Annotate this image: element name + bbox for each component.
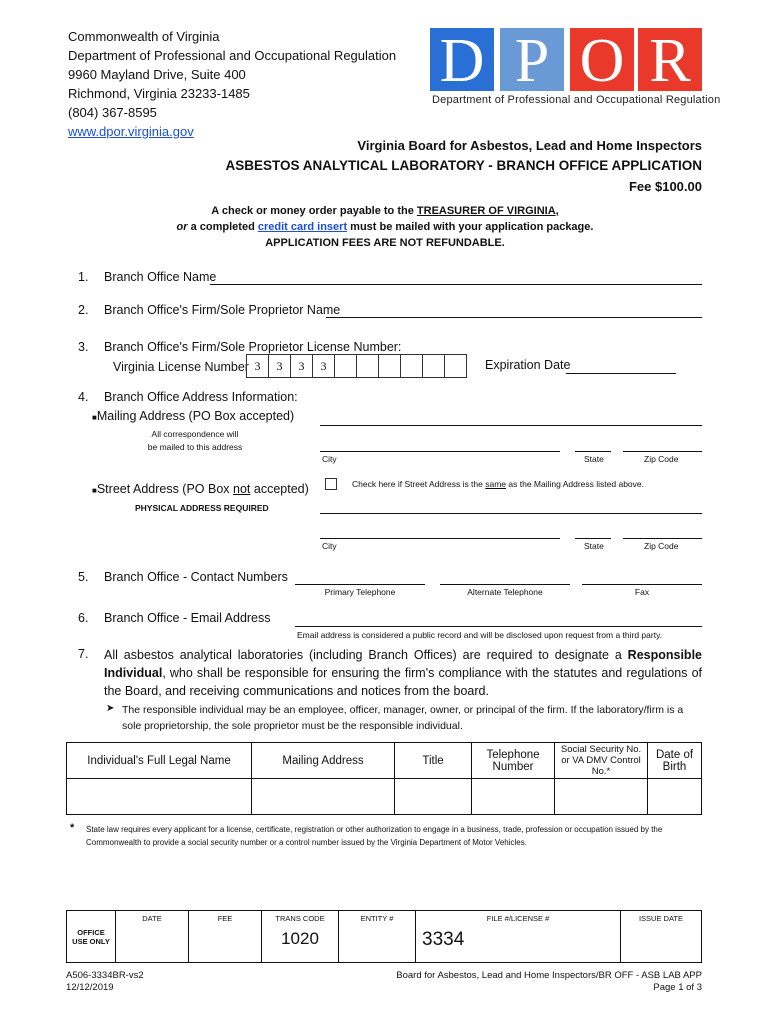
form-date: 12/12/2019 (66, 982, 114, 993)
ri-bold: Responsible Individual (104, 648, 702, 680)
mailing-address-label (92, 409, 294, 423)
fax-label: Fax (634, 587, 650, 597)
payment-line-2 (0, 221, 770, 233)
license-digit-box[interactable] (422, 354, 445, 378)
arrow-bullet-icon: ➤ (106, 703, 115, 714)
mailing-address-cell[interactable] (252, 779, 395, 815)
file-license-label: FILE #/LICENSE # (486, 914, 550, 923)
col-mailing-address: Mailing Address (252, 743, 395, 779)
email-address-field[interactable] (295, 626, 702, 627)
office-col-date: DATE (116, 911, 189, 963)
payment-line-1 (0, 205, 770, 217)
form-id: A506-3334BR-vs2 (66, 970, 144, 981)
license-digit-box[interactable] (378, 354, 401, 378)
logo-letter-d: D (430, 28, 494, 91)
table-row (67, 779, 702, 815)
col-dob: Date of Birth (648, 743, 702, 779)
mailing-city-label: City (322, 454, 337, 464)
same-address-note (352, 479, 644, 489)
office-use-table (66, 910, 702, 963)
logo-subtitle: Department of Professional and Occupational Regulation (432, 94, 721, 106)
page-number: Page 1 of 3 (653, 982, 702, 993)
ssn-cell[interactable] (555, 779, 648, 815)
virginia-license-label: Virginia License Number (113, 360, 249, 374)
logo-letter-o: O (570, 28, 634, 91)
agency-phone: (804) 367-8595 (68, 105, 157, 120)
agency-line: Department of Professional and Occupational Regulation (68, 48, 397, 63)
payment-or: or (176, 221, 188, 233)
responsible-individual-table (66, 742, 702, 815)
treasurer-text: TREASURER OF VIRGINIA, (416, 205, 559, 217)
credit-card-insert-link[interactable]: credit card insert (257, 221, 348, 233)
mailing-zip-field[interactable] (623, 451, 702, 452)
item-number: 5. (78, 570, 89, 584)
street-city-field[interactable] (320, 538, 560, 539)
firm-name-label: Branch Office's Firm/Sole Proprietor Name (104, 303, 341, 317)
office-col-trans-code (262, 911, 339, 963)
street-state-field[interactable] (575, 538, 611, 539)
col-full-name: Individual's Full Legal Name (67, 743, 252, 779)
footer-right (396, 970, 702, 994)
same-address-text: as the Mailing Address listed above. (506, 479, 644, 489)
email-address-label: Branch Office - Email Address (104, 611, 271, 625)
page-title: ASBESTOS ANALYTICAL LABORATORY - BRANCH OFFICE APPLICATION (225, 158, 702, 173)
branch-office-name-label: Branch Office Name (104, 270, 217, 284)
bullet-icon: ■ (92, 486, 97, 495)
address-info-label: Branch Office Address Information: (104, 390, 298, 404)
footnote-text: State law requires every applicant for a license, certificate, registration or other authorization to engage in a business, trade, profession or occupation issued by the Commonwealth to provide a social security number or a control number issued by the Virginia Department of Motor Vehicles. (86, 825, 663, 847)
trans-code-value: 1020 (281, 929, 319, 948)
office-use-row (67, 911, 702, 963)
item-number: 3. (78, 340, 89, 354)
mailing-state-label: State (584, 454, 604, 464)
item-number: 6. (78, 611, 89, 625)
firm-name-field[interactable] (326, 317, 702, 318)
same-address-text: Check here if Street Address is the (352, 479, 486, 489)
dpor-logo (430, 27, 721, 110)
ri-bullet-text: The responsible individual may be an employee, officer, manager, owner, or principal of the firm. If the laboratory/firm is a sole proprietorship, the sole proprietor must be the responsible individual. (122, 704, 684, 732)
alternate-telephone-label: Alternate Telephone (467, 587, 543, 597)
item-number: 4. (78, 390, 89, 404)
agency-website-link[interactable]: www.dpor.virginia.gov (68, 124, 194, 139)
agency-line: 9960 Mayland Drive, Suite 400 (68, 67, 246, 82)
license-digit-box: 3 (268, 354, 291, 378)
expiration-date-label: Expiration Date (485, 358, 571, 372)
footer-board-line: Board for Asbestos, Lead and Home Inspectors/BR OFF - ASB LAB APP (396, 970, 702, 981)
table-header-row (67, 743, 702, 779)
alternate-telephone-field[interactable] (440, 584, 570, 585)
payment-text: a completed (187, 221, 258, 233)
street-text: Street Address (PO Box (96, 482, 234, 496)
title-cell[interactable] (395, 779, 472, 815)
mailing-address-street-field[interactable] (320, 425, 702, 426)
agency-line: Richmond, Virginia 23233-1485 (68, 86, 250, 101)
license-digit-box: 3 (290, 354, 313, 378)
office-col-issue-date: ISSUE DATE (621, 911, 702, 963)
license-number-boxes[interactable] (246, 354, 476, 378)
same-text: same (485, 479, 507, 489)
item-number: 2. (78, 303, 89, 317)
street-state-label: State (584, 541, 604, 551)
office-col-entity: ENTITY # (339, 911, 416, 963)
form-id-block (66, 970, 144, 994)
payment-text: A check or money order payable to the (211, 205, 417, 217)
board-name: Virginia Board for Asbestos, Lead and Home Inspectors (357, 138, 702, 153)
mailing-zip-label: Zip Code (644, 454, 679, 464)
mailing-address-text: Mailing Address (PO Box accepted) (96, 409, 295, 423)
footnote-mark: * (70, 822, 75, 834)
fax-field[interactable] (582, 584, 702, 585)
telephone-cell[interactable] (472, 779, 555, 815)
mailing-note (140, 429, 250, 452)
license-digit-box[interactable] (400, 354, 423, 378)
mailing-note-line: All correspondence will (151, 429, 239, 439)
full-name-cell[interactable] (67, 779, 252, 815)
contact-numbers-label: Branch Office - Contact Numbers (104, 570, 288, 584)
payment-line-3: APPLICATION FEES ARE NOT REFUNDABLE. (265, 237, 505, 249)
ri-text: All asbestos analytical laboratories (including Branch Offices) are required to designate a (104, 648, 628, 662)
fee-amount: Fee $100.00 (628, 179, 702, 194)
responsible-individual-text (104, 646, 702, 700)
email-note: Email address is considered a public record and will be disclosed upon request from a third party. (297, 630, 663, 640)
primary-telephone-label: Primary Telephone (324, 587, 396, 597)
col-title: Title (395, 743, 472, 779)
office-col-file-license (416, 911, 621, 963)
same-address-checkbox[interactable] (325, 478, 337, 490)
street-text: accepted) (250, 482, 309, 496)
street-not-text: not (233, 482, 251, 496)
license-number-label: Branch Office's Firm/Sole Proprietor License Number: (104, 340, 402, 354)
street-city-label: City (322, 541, 337, 551)
license-digit-box[interactable] (444, 354, 467, 378)
street-address-label (92, 482, 309, 496)
col-telephone: Telephone Number (472, 743, 555, 779)
agency-line: Commonwealth of Virginia (68, 29, 220, 44)
branch-office-name-field[interactable] (210, 284, 702, 285)
ri-text: , who shall be responsible for ensuring the firm's compliance with the statutes and regulations of the Board, and receiving communications and notices from the board. (104, 666, 702, 698)
license-digit-box[interactable] (356, 354, 379, 378)
mailing-note-line: be mailed to this address (147, 442, 243, 452)
street-address-field[interactable] (320, 513, 702, 514)
primary-telephone-field[interactable] (295, 584, 425, 585)
street-zip-field[interactable] (623, 538, 702, 539)
mailing-city-field[interactable] (320, 451, 560, 452)
agency-address (68, 27, 396, 141)
payment-text: must be mailed with your application package. (347, 221, 594, 233)
mailing-state-field[interactable] (575, 451, 611, 452)
logo-letter-p: P (500, 28, 564, 91)
item-number: 7. (78, 647, 89, 661)
office-use-label: OFFICE USE ONLY (67, 911, 116, 963)
item-number: 1. (78, 270, 89, 284)
street-zip-label: Zip Code (644, 541, 679, 551)
license-digit-box: 3 (312, 354, 335, 378)
expiration-date-field[interactable] (566, 373, 676, 374)
physical-address-required: PHYSICAL ADDRESS REQUIRED (135, 503, 269, 513)
dob-cell[interactable] (648, 779, 702, 815)
license-digit-box[interactable] (334, 354, 357, 378)
file-license-prefix: 3334 (422, 929, 465, 950)
logo-letter-r: R (638, 28, 702, 91)
trans-code-label: TRANS CODE (275, 914, 325, 923)
bullet-icon: ■ (92, 413, 97, 422)
col-ssn: Social Security No. or VA DMV Control No.* (555, 743, 648, 779)
office-col-fee: FEE (189, 911, 262, 963)
license-digit-box: 3 (246, 354, 269, 378)
